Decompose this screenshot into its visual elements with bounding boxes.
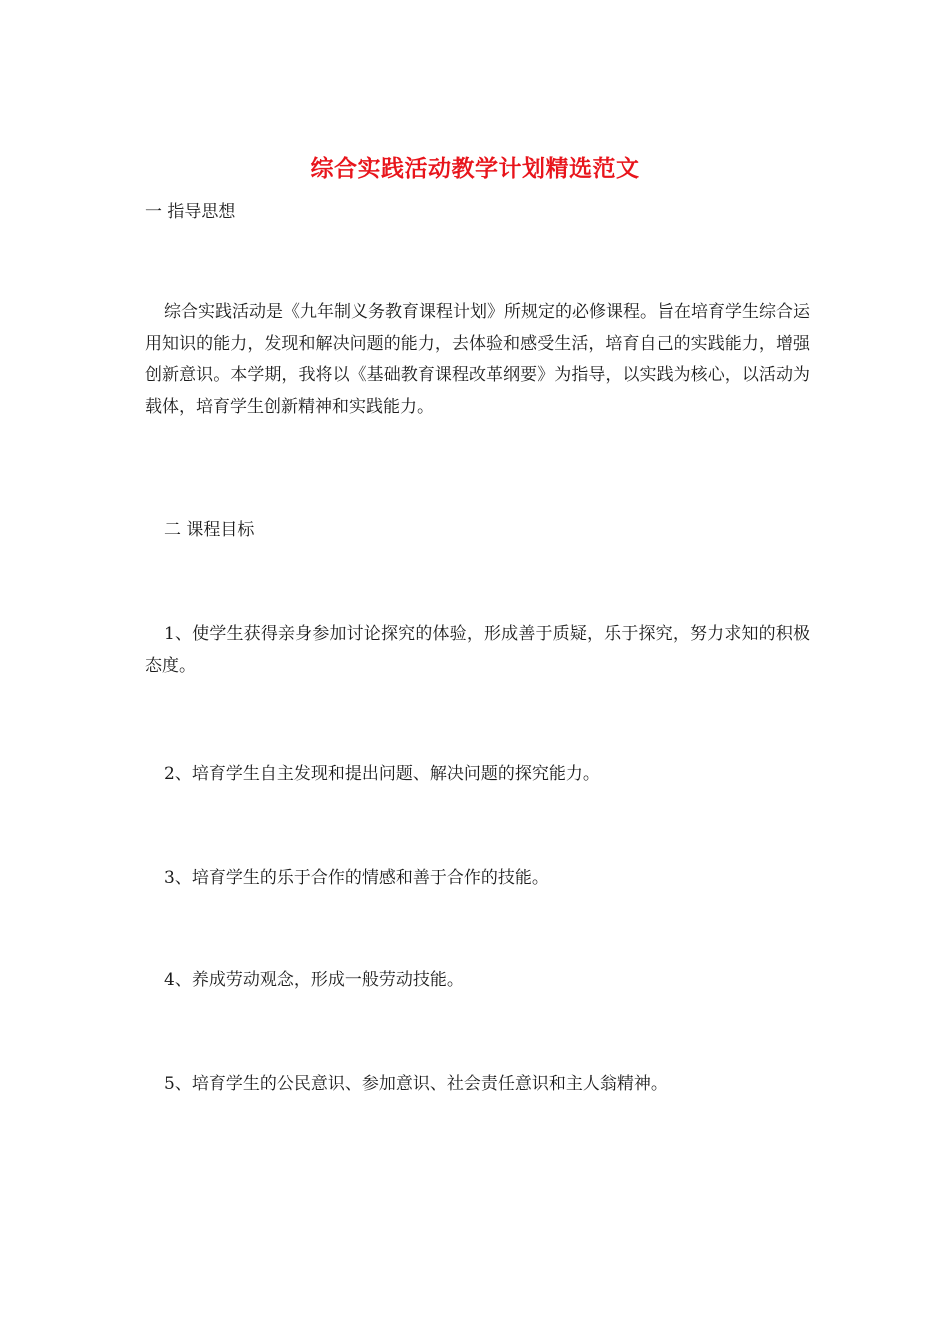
course-goal-item-4: 4、养成劳动观念，形成一般劳动技能。: [164, 970, 464, 990]
section-heading-guiding-thought: 一 指导思想: [145, 202, 236, 222]
course-goal-item-5: 5、培育学生的公民意识、参加意识、社会责任意识和主人翁精神。: [164, 1074, 668, 1094]
course-goal-item-1: 1、使学生获得亲身参加讨论探究的体验，形成善于质疑，乐于探究，努力求知的积极态度。: [145, 624, 810, 676]
document-title: 综合实践活动教学计划精选范文: [310, 155, 640, 182]
course-goal-item-2: 2、培育学生自主发现和提出问题、解决问题的探究能力。: [164, 764, 600, 784]
guiding-thought-paragraph: 综合实践活动是《九年制义务教育课程计划》所规定的必修课程。旨在培育学生综合运用知识的能力，发现和解决问题的能力，去体验和感受生活，培育自己的实践能力，增强创新意识。本学期，我将以《基础教育课程改革纲要》为指导，以实践为核心，以活动为载体，培育学生创新精神和实践能力。: [145, 302, 810, 417]
course-goal-item-3: 3、培育学生的乐于合作的情感和善于合作的技能。: [164, 868, 549, 888]
section-heading-course-goals: 二 课程目标: [164, 520, 255, 540]
